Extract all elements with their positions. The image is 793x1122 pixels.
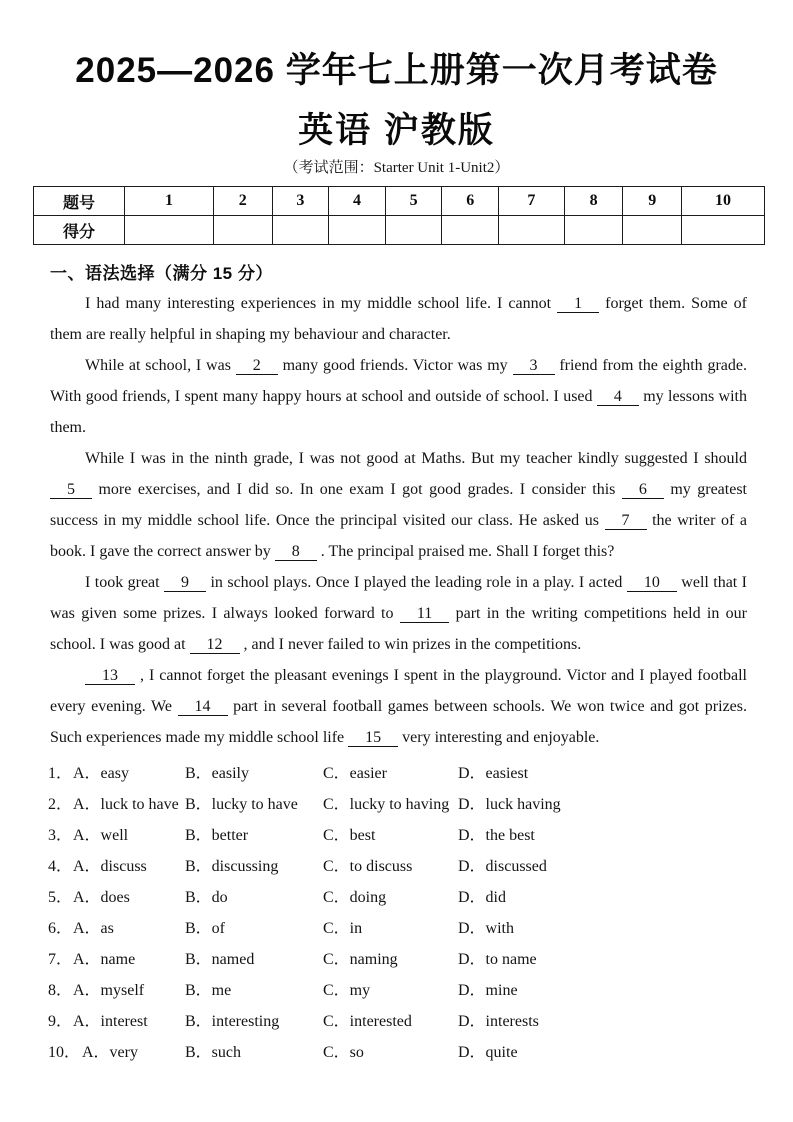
score-cell xyxy=(682,216,765,245)
question-number-cell: 1 xyxy=(124,187,213,216)
question-number-cell: 6 xyxy=(442,187,499,216)
blank-15: 15 xyxy=(348,729,398,747)
option-a: A．name xyxy=(73,951,136,968)
blank-12: 12 xyxy=(190,636,240,654)
exam-body xyxy=(50,262,747,1068)
option-c: C．doing xyxy=(323,889,387,906)
score-cell xyxy=(499,216,565,245)
blank-5: 5 xyxy=(50,481,92,499)
option-b: B．better xyxy=(185,827,249,844)
question-number-cell: 4 xyxy=(329,187,386,216)
question-number-cell: 7 xyxy=(499,187,565,216)
option-c: C．my xyxy=(323,982,371,999)
question-number: 2． xyxy=(48,796,73,813)
question-number-cell: 8 xyxy=(564,187,623,216)
score-cell xyxy=(385,216,442,245)
option-c: C．easier xyxy=(323,765,387,782)
question-row xyxy=(48,758,747,789)
blank-14: 14 xyxy=(178,698,228,716)
option-d: D．discussed xyxy=(458,858,547,875)
blank-10: 10 xyxy=(627,574,677,592)
option-c: C．best xyxy=(323,827,376,844)
blank-13: 13 xyxy=(85,667,135,685)
option-a: A．easy xyxy=(73,765,129,782)
question-number: 8． xyxy=(48,982,73,999)
passage-paragraph: I took great 9 in school plays. Once I played the leading role in a play. I acted 10 well that I was given some prizes. I always looked forward to 11 part in the writing competitions held in our school. I was good at 12 , and I never failed to win prizes in the competitions. xyxy=(50,574,748,653)
option-c: C．so xyxy=(323,1044,364,1061)
options-list xyxy=(48,758,747,1068)
score-table-number-row xyxy=(34,187,765,216)
score-cell xyxy=(442,216,499,245)
passage xyxy=(50,288,747,753)
question-number: 5． xyxy=(48,889,73,906)
blank-2: 2 xyxy=(236,357,278,375)
option-d: D．interests xyxy=(458,1013,539,1030)
question-number-label: 题号 xyxy=(34,187,125,216)
option-b: B．lucky to have xyxy=(185,796,298,813)
question-row xyxy=(48,882,747,913)
option-d: D．did xyxy=(458,889,507,906)
option-b: B．named xyxy=(185,951,255,968)
passage-paragraph: While I was in the ninth grade, I was not good at Maths. But my teacher kindly suggested I should 5 more exercises, and I did so. In one exam I got good grades. I consider this 6 my greatest success in my middle school life. Once the principal visited our class. He asked us 7 the writer of a book. I gave the correct answer by 8 . The principal praised me. Shall I forget this? xyxy=(50,450,748,560)
question-row xyxy=(48,913,747,944)
blank-11: 11 xyxy=(400,605,449,623)
score-cell xyxy=(564,216,623,245)
score-cell xyxy=(272,216,329,245)
question-row xyxy=(48,789,747,820)
option-b: B．interesting xyxy=(185,1013,280,1030)
section-heading: 一、语法选择（满分 15 分） xyxy=(50,264,273,283)
score-label: 得分 xyxy=(34,216,125,245)
question-number: 7． xyxy=(48,951,73,968)
question-row xyxy=(48,944,747,975)
option-d: D．luck having xyxy=(458,796,561,813)
question-number: 1． xyxy=(48,765,73,782)
option-a: A．as xyxy=(73,920,114,937)
question-number: 6． xyxy=(48,920,73,937)
option-b: B．of xyxy=(185,920,226,937)
score-cell xyxy=(329,216,386,245)
option-a: A．does xyxy=(73,889,130,906)
question-number: 10． xyxy=(48,1044,81,1061)
exam-scope-note: （考试范围：Starter Unit 1-Unit2） xyxy=(283,160,510,176)
score-table xyxy=(33,186,765,245)
option-b: B．such xyxy=(185,1044,242,1061)
option-c: C．naming xyxy=(323,951,398,968)
question-number: 3． xyxy=(48,827,73,844)
option-a: A．myself xyxy=(73,982,145,999)
option-d: D．mine xyxy=(458,982,518,999)
option-a: A．interest xyxy=(73,1013,148,1030)
passage-paragraph: I had many interesting experiences in my middle school life. I cannot 1 forget them. Some of them are really helpful in shaping my behaviour and character. xyxy=(50,295,747,343)
option-a: A．discuss xyxy=(73,858,147,875)
blank-8: 8 xyxy=(275,543,317,561)
option-d: D．quite xyxy=(458,1044,518,1061)
blank-9: 9 xyxy=(164,574,206,592)
question-row xyxy=(48,1006,747,1037)
question-row xyxy=(48,851,747,882)
option-d: D．with xyxy=(458,920,515,937)
option-c: C．lucky to having xyxy=(323,796,450,813)
option-c: C．in xyxy=(323,920,363,937)
question-row xyxy=(48,820,747,851)
score-cell xyxy=(213,216,272,245)
blank-4: 4 xyxy=(597,388,639,406)
question-number-cell: 10 xyxy=(682,187,765,216)
question-row xyxy=(48,1037,747,1068)
blank-1: 1 xyxy=(557,295,599,313)
option-b: B．discussing xyxy=(185,858,279,875)
option-a: A．luck to have xyxy=(73,796,179,813)
option-d: D．easiest xyxy=(458,765,529,782)
question-number: 9． xyxy=(48,1013,73,1030)
question-number-cell: 9 xyxy=(623,187,682,216)
score-cell xyxy=(623,216,682,245)
blank-7: 7 xyxy=(605,512,647,530)
blank-3: 3 xyxy=(513,357,555,375)
option-c: C．to discuss xyxy=(323,858,413,875)
question-number: 4． xyxy=(48,858,73,875)
option-d: D．the best xyxy=(458,827,535,844)
blank-6: 6 xyxy=(622,481,664,499)
question-row xyxy=(48,975,747,1006)
passage-paragraph: While at school, I was 2 many good friends. Victor was my 3 friend from the eighth grade. With good friends, I spent many happy hours at school and outside of school. I used 4 my lessons with them. xyxy=(50,357,748,436)
option-d: D．to name xyxy=(458,951,537,968)
question-number-cell: 2 xyxy=(213,187,272,216)
option-b: B．me xyxy=(185,982,232,999)
option-c: C．interested xyxy=(323,1013,412,1030)
question-number-cell: 5 xyxy=(385,187,442,216)
option-b: B．do xyxy=(185,889,228,906)
passage-paragraph: 13 , I cannot forget the pleasant evenings I spent in the playground. Victor and I played football every evening. We 14 part in several football games between schools. We won twice and got prizes. Such experiences made my middle school life 15 very interesting and enjoyable. xyxy=(50,667,748,746)
exam-subject-title: 英语 沪教版 xyxy=(298,111,495,150)
option-a: A．well xyxy=(73,827,129,844)
question-number-cell: 3 xyxy=(272,187,329,216)
score-cell xyxy=(124,216,213,245)
option-b: B．easily xyxy=(185,765,249,782)
option-a: A．very xyxy=(82,1044,138,1061)
exam-title: 2025—2026 学年七上册第一次月考试卷 xyxy=(75,51,718,90)
score-table-score-row xyxy=(34,216,765,245)
